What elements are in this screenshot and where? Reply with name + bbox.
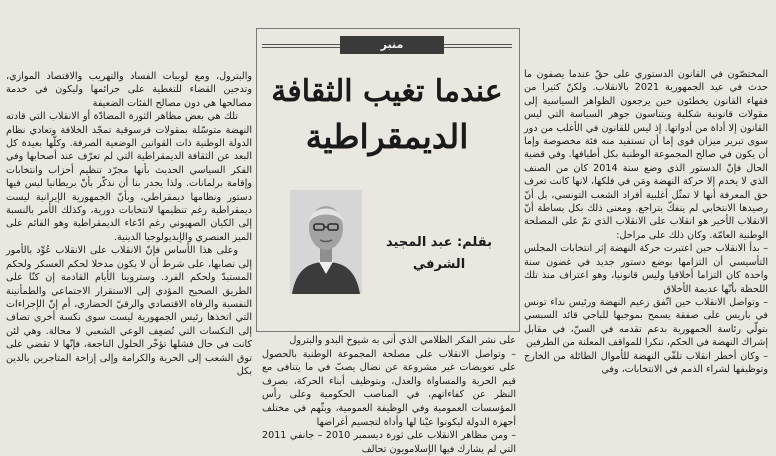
headline xyxy=(262,70,512,160)
paragraph: – بدأ الانقلاب حين اعتبرت حركة النهضة إثر انتخابات المجلس التأسيسي أن التزامها بوضع دستور جديد في غضون سنة واحدة كان التزاما أخلاقيا وليس قانونيا، وهو اعتراف منذ تلك اللحظة بأنّها عديمة الأخلاق xyxy=(524,243,768,295)
paragraph: وعلى هذا الأساس فإنّ الانقلاب على الانقلاب عُوِّد بالأمور إلى نصابها، على شرط أن لا يكون مدخلا لحكم العسكر ولحكم المستبدّ ولحكم الفرد. وستروينا الأيام القادمة إن كنّا على الطريق الصحيح المؤدي إلى الاستقرار الاجتماعي والطمأنينة النفسية والرفاه الاقتصادي والرقيّ الحضاري، أم إنّ الإجراءات التي اتخذها رئيس الجمهورية ليست سوى نكسة أخرى تضاف إلى النكسات التي تُضعِف الوعي الشعبي لا محالة. وهي لئن كانت في حال فشلها تؤخّر الحلول الناجعة، فإنّها لا تقضي على توق الشعب إلى الحرية والكرامة وإلى إزاحة المتاجرين بالدين بكل xyxy=(6,245,252,377)
byline-name: الشرفي xyxy=(412,257,466,272)
paragraph: – ومن مظاهر الانقلاب على ثورة ديسمبر 2010 – جانفي 2011 التي لم يشارك فيها الإسلامويون تحالف xyxy=(262,430,516,455)
left-column xyxy=(6,70,252,378)
paragraph: تلك هي بعض مظاهر الثورة المضادّة أو الانقلاب التي قادته النهضة متوسّلة بمقولات فرسوقية تمجّد الخلافة وتعادي نظام الدولة الوطنية ذات القوانين الوضعية الصرفة. وكلّها بعيدة كل البعد عن الثقافة الديمقراطية التي لم تعرّف عند أصحابها وفي الفكر السياسي الحديث بأنها مجرّد تنظيم أحزاب وانتخابات وإقامة برلمانات. ولذا يجدر بنا أن نذكّر بأنّ بريطانيا ليس فيها دستور ونظامها ديمقراطي، وبأنّ الجمهورية الإيرانية ليست ديمقراطية رغم تنظيمها لانتخابات دورية، وكذلك الأمر بالنسبة إلى الكيان الصهيوني رغم ادّعاء الديمقراطية وهو القائم على الميز العنصري والإيديولوجيا الدينية. xyxy=(6,111,252,243)
paragraph: المختصّون في القانون الدستوري على حقّ عندما يصفون ما حدث في عيد الجمهورية 2021 بالانقلاب. ولكنّ كثيرا من فقهاء القانون يخطئون حين يرجعون الظواهر السياسية إلى مقولات قانونية شكلية ويتناسون جوهر السياسة التي ليس القانون إلا أداة من أدواتها. إذ ليس للقانون في الأغلب من دور سوى تبرير ميزان قوى إما أن تستفيد منه فئة مخصوصة وإما أن يكون في صالح المجموعة الوطنية بكل أطيافها. وفي قضية الحال فإنّ الدستور الذي وضع سنة 2014 كان من الصنف الذي لا يخدم إلا حركة النهضة ومَن في فلكها، لانها كانت تعرف حق المعرفة أنها لا تمثّل أغلبية أفراد الشعب التونسي، بل أنّ رصيدها الانتخابي لم ينفكّ يتراجع. ومعنى ذلك بكل بساطة أنّ الانقلاب الأخير هو انقلاب على الانقلاب الذي تمّ على المصلحة الوطنية العامّة. وكان ذلك على مراحل: xyxy=(524,69,768,241)
paragraph: والبترول، ومع لوبيات الفساد والتهريب والاقتصاد الموازي، وتدجين القضاء للتغطية على جرائمها وليكون في خدمة مصالحها هي دون مصالح الفئات الضعيفة xyxy=(6,71,252,109)
author-photo xyxy=(290,190,362,294)
headline-line-2: الديمقراطية xyxy=(305,117,469,156)
section-rubric: منبر xyxy=(340,36,444,54)
byline-label: بقلم: عبد المجيد xyxy=(386,235,492,250)
headline-line-1: عندما تغيب الثقافة xyxy=(271,74,503,109)
paragraph: على نشر الفكر الظلامي الذي أتى به شيوخ البدو والبترول xyxy=(289,335,516,346)
byline xyxy=(364,232,514,276)
paragraph: – وكان أخطر انقلاب تلقّي النهضة للأموال الطائلة من الخارج وتوظيفها لشراء الذمم في الانتخابات، وفي xyxy=(524,350,768,375)
paragraph: – وتواصل الانقلاب حين اتّفق زعيم النهضة ورئيس نداء تونس في باريس على صفقة يسمح بموجبها للباجي قائد السبسي بتولّي رئاسة الجمهورية بدعم تقدمه في السنّ، في مقابل إشراك النهضة في الحكم، تنكرا للمواقف المعلنة من الطرفين xyxy=(524,296,768,349)
paragraph: – وتواصل الانقلاب على مصلحة المجموعة الوطنية بالحصول على تعويضات غير مشروعة عن نضال يصبّ في ما يتنافى مع قيم الحرية والمساواة والعدل، وبتوظيف أبناء الحركة، بصرف النظر عن كفاءاتهم، في المناصب الحكومية وعلى رأس المؤسسات العمومية وفي الوظيفة العمومية، وبثّهم في مختلف أجهزة الدولة ليكونوا عيْنا لها وأداة لتجسيم أغراضها xyxy=(262,348,516,428)
right-column xyxy=(524,68,768,376)
